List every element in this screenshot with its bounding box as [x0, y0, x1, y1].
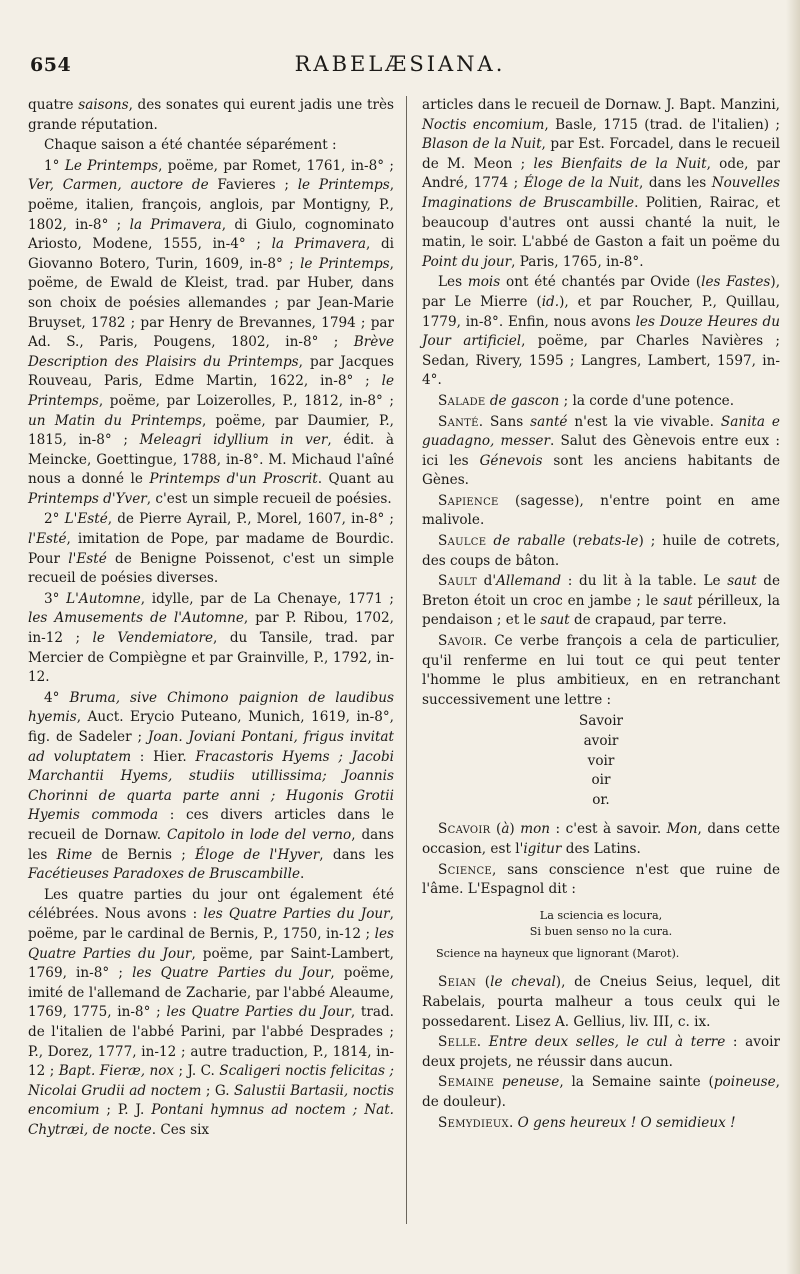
poem-line: avoir	[583, 733, 619, 749]
paragraph-spring: 1° Le Printemps, poëme, par Romet, 1761, in-8° ; Ver, Carmen, auctore de Favieres ; le Printemps, poëme, italien, françois, anglois, par Montigny, P., 1802, in-8° ; la Primavera, di Giulo, cognominato Ariosto, Modene, 1555, in-4° ; la Primavera, di Giovanno Botero, Turin, 1609, in-8° ; le Printemps, poëme, de Ewald de Kleist, trad. par Huber, dans son choix de poésies allemandes ; par Jean-Marie Bruyset, 1782 ; par Henry de Brevannes, 1794 ; par Ad. S., Paris, Pougens, 1802, in-8° ; Brève Description des Plaisirs du Printemps, par Jacques Rouveau, Paris, Edme Martin, 1622, in-8° ; le Printemps, poëme, par Loizerolles, P., 1812, in-8° ; un Matin du Printemps, poëme, par Daumier, P., 1815, in-8° ; Meleagri idyllium in ver, édit. à Meincke, Goettingue, 1788, in-8°. M. Michaud l'aîné nous a donné le Printemps d'un Proscrit. Quant au Printemps d'Yver, c'est un simple recueil de poésies.	[28, 157, 395, 507]
paragraph-autumn: 3° L'Automne, idylle, par de La Chenaye, 1771 ; les Amusements de l'Automne, par P. Ribou, 1702, in-12 ; le Vendemiatore, du Tansile, trad. par Mercier de Compiègne et par Grainville, P., 1792, in-12.	[28, 590, 394, 686]
entry-semydieux: Semydieux. O gens heureux ! O semidieux !	[438, 1114, 736, 1131]
spanish-quote	[422, 908, 780, 940]
quote-line: La sciencia es locura,	[539, 908, 663, 922]
entry-selle: Selle. Entre deux selles, le cul à terre : avoir deux projets, ne réussir dans aucun.	[422, 1034, 780, 1070]
entry-saulce: Saulce de raballe (rebats-le) ; huile de cotrets, des coups de bâton.	[422, 533, 781, 569]
entry-scavoir: Scavoir (à) mon : c'est à savoir. Mon, dans cette occasion, est l'igitur des Latins.	[422, 821, 780, 857]
column-divider	[406, 96, 407, 1224]
page-number: 654	[30, 54, 72, 76]
entry-science: Science, sans conscience n'est que ruine de l'âme. L'Espagnol dit :	[422, 861, 780, 898]
left-column	[28, 96, 394, 1141]
paragraph: quatre saisons, des sonates qui eurent jadis une très grande réputation.	[28, 97, 394, 133]
savoir-poem	[422, 712, 780, 810]
paragraph: Chaque saison a été chantée séparément :	[44, 137, 337, 154]
poem-line: Savoir	[578, 713, 624, 730]
quote-note: Science na hayneux que lignorant (Marot).	[436, 946, 680, 960]
entry-sante: Santé. Sans santé n'est la vie vivable. Sanita e guadagno, messer. Salut des Gènevois entre eux : ici les Génevois sont les anciens habitants de Gènes.	[422, 413, 780, 489]
poem-line: voir	[587, 752, 615, 769]
paragraph-winter: 4° Bruma, sive Chimono paignion de laudibus hyemis, Auct. Erycio Puteano, Munich, 1619, in-8°, fig. de Sadeler ; Joan. Joviani Pontani, frigus invitat ad voluptatem : Hier. Fracastoris Hyems ; Jacobi Marchantii Hyems, studiis utillissima; Joannis Chorinni de quarta parte anni ; Hugonis Grotii Hyemis commoda : ces divers articles dans le recueil de Dornaw. Capitolo in lode del verno, dans les Rime de Bernis ; Éloge de l'Hyver, dans les Facétieuses Paradoxes de Bruscambille.	[28, 689, 394, 883]
paragraph: articles dans le recueil de Dornaw. J. Bapt. Manzini, Noctis encomium, Basle, 1715 (trad. de l'italien) ; Blason de la Nuit, par Est. Forcadel, dans le recueil de M. Meon ; les Bienfaits de la Nuit, ode, par André, 1774 ; Éloge de la Nuit, dans les Nouvelles Imaginations de Bruscambille. Politien, Rairac, et beaucoup d'autres ont aussi chanté la nuit, le matin, le soir. L'abbé de Gaston a fait un poëme du Point du jour, Paris, 1765, in-8°.	[422, 97, 780, 270]
entry-semaine: Semaine peneuse, la Semaine sainte (poineuse, de douleur).	[422, 1074, 780, 1110]
entry-savoir: Savoir. Ce verbe françois a cela de particulier, qu'il renferme en lui tout ce qui peut tenter l'homme le plus ambitieux, en en retranchant successivement une lettre :	[422, 633, 780, 708]
paragraph-months: Les mois ont été chantés par Ovide (les Fastes), par Le Mierre (id.), et par Roucher, P., Quillau, 1779, in-8°. Enfin, nous avons les Douze Heures du Jour artificiel, poëme, par Charles Navières ; Sedan, Rivery, 1595 ; Langres, Lambert, 1597, in-4°.	[422, 274, 781, 389]
entry-seian: Seian (le cheval), de Cneius Seius, lequel, dit Rabelais, pourta malheur a tous ceulx qui le possedarent. Lisez A. Gellius, liv. III, c. ix.	[422, 974, 781, 1030]
quote-line: Si buen senso no la cura.	[529, 924, 673, 938]
poem-line: or.	[592, 791, 610, 808]
entry-salade: Salade de gascon ; la corde d'une potence.	[438, 392, 735, 409]
paragraph-day-parts: Les quatre parties du jour ont également été célébrées. Nous avons : les Quatre Parties du Jour, poëme, par le cardinal de Bernis, P., 1750, in-12 ; les Quatre Parties du Jour, poëme, par Saint-Lambert, 1769, in-8° ; les Quatre Parties du Jour, poëme, imité de l'allemand de Zacharie, par l'abbé Aleaume, 1769, 1775, in-8° ; les Quatre Parties du Jour, trad. de l'italien de l'abbé Parini, par l'abbé Desprades ; P., Dorez, 1777, in-12 ; autre traduction, P., 1814, in-12 ; Bapt. Fieræ, nox ; J. C. Scaligeri noctis felicitas ; Nicolai Grudii ad noctem ; G. Salustii Bartasii, noctis encomium ; P. J. Pontani hymnus ad noctem ; Nat. Chytræi, de nocte. Ces six	[28, 886, 395, 1138]
entry-sapience: Sapience (sagesse), n'entre point en ame malivole.	[422, 492, 780, 529]
page-edge	[786, 0, 800, 1274]
poem-line: oir	[591, 772, 611, 789]
right-column	[422, 96, 780, 1134]
page-header	[0, 0, 800, 82]
running-title: RABELÆSIANA.	[294, 52, 506, 76]
paragraph-summer: 2° L'Esté, de Pierre Ayrail, P., Morel, 1607, in-8° ; l'Esté, imitation de Pope, par madame de Bourdic. Pour l'Esté de Benigne Poissenot, c'est un simple recueil de poésies diverses.	[28, 511, 394, 587]
entry-sault: Sault d'Allemand : du lit à la table. Le saut de Breton étoit un croc en jambe ; le saut périlleux, la pendaison ; et le saut de crapaud, par terre.	[422, 573, 781, 629]
